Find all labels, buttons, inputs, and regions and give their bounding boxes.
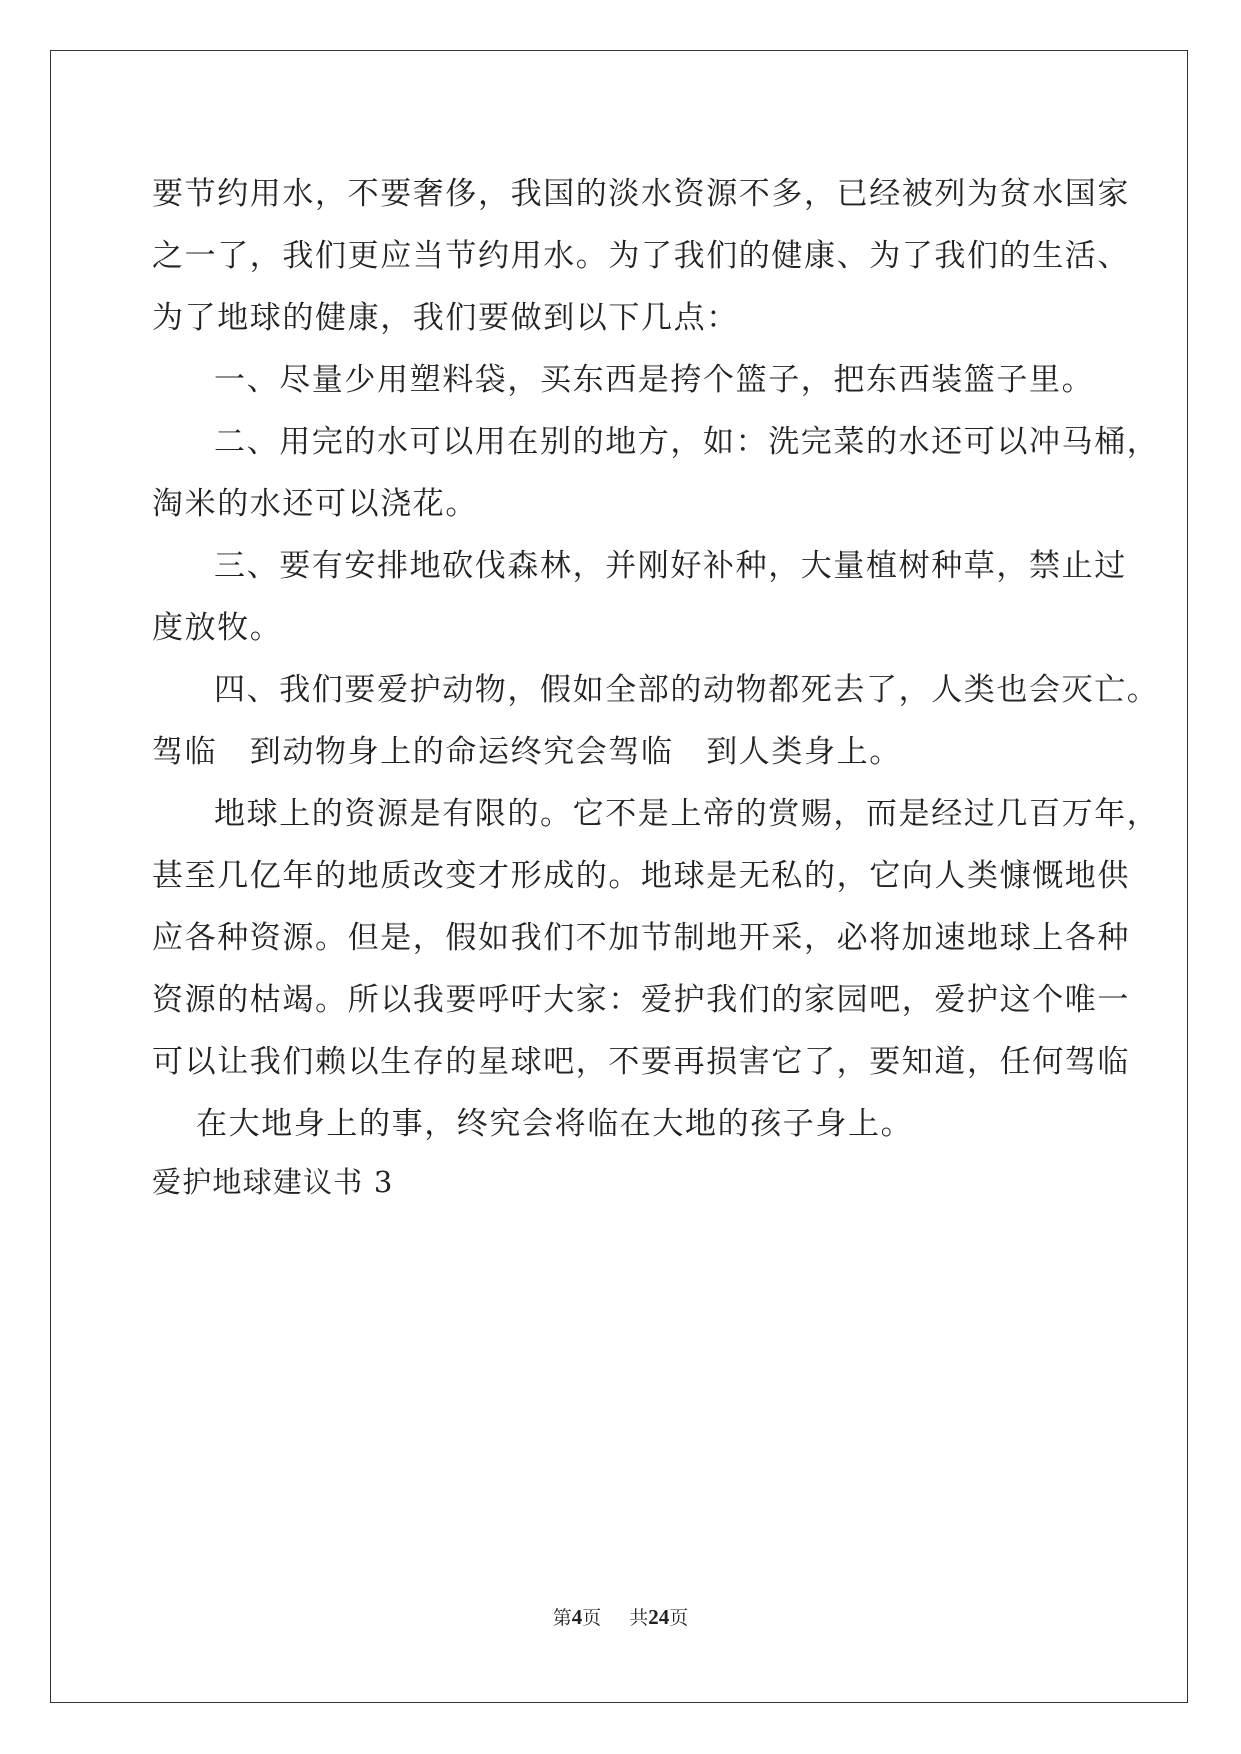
body-line: 在大地身上的事，终究会将临在大地的孩子身上。 (196, 1106, 914, 1142)
body-line: 度放牧。 (152, 610, 283, 646)
body-line: 之一了，我们更应当节约用水。为了我们的健康、为了我们的生活、 (152, 238, 1130, 274)
body-line: 一、尽量少用塑料袋，买东西是挎个篮子，把东西装篮子里。 (214, 362, 1095, 398)
footer-prefix: 第 (552, 1607, 572, 1629)
body-line: 地球上的资源是有限的。它不是上帝的赏赐，而是经过几百万年， (214, 796, 1160, 832)
body-line: 二、用完的水可以用在别的地方，如：洗完菜的水还可以冲马桶， (214, 424, 1160, 460)
body-line: 资源的枯竭。所以我要呼吁大家：爱护我们的家园吧，爱护这个唯一 (152, 982, 1130, 1018)
body-line: 要节约用水，不要奢侈，我国的淡水资源不多，已经被列为贫水国家 (152, 176, 1130, 212)
body-line: 驾临 到动物身上的命运终究会驾临 到人类身上。 (152, 734, 902, 770)
footer-total-prefix: 共 (629, 1607, 649, 1629)
footer-page-suffix: 页 (582, 1607, 602, 1629)
body-line: 甚至几亿年的地质改变才形成的。地球是无私的，它向人类慷慨地供 (152, 858, 1130, 894)
body-line: 为了地球的健康，我们要做到以下几点： (152, 300, 739, 336)
body-line: 三、要有安排地砍伐森林，并刚好补种，大量植树种草，禁止过 (214, 548, 1127, 584)
page-footer (0, 1603, 1241, 1630)
body-line: 可以让我们赖以生存的星球吧，不要再损害它了，要知道，任何驾临 (152, 1044, 1130, 1080)
footer-total-pages: 24 (648, 1605, 670, 1629)
body-line: 应各种资源。但是，假如我们不加节制地开采，必将加速地球上各种 (152, 920, 1130, 956)
body-line: 淘米的水还可以浇花。 (152, 486, 478, 522)
body-line: 四、我们要爱护动物，假如全部的动物都死去了，人类也会灭亡。 (214, 672, 1160, 708)
footer-page-number: 4 (571, 1605, 583, 1629)
section-heading: 爱护地球建议书 3 (152, 1165, 394, 1199)
footer-total-suffix: 页 (669, 1607, 689, 1629)
